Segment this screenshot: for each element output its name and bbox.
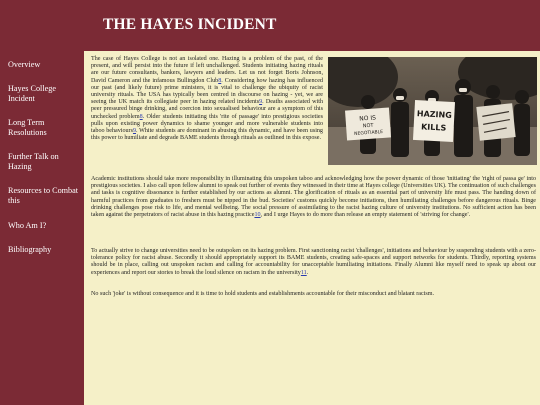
- sidebar-nav: [0, 51, 84, 405]
- svg-text:HAZING: HAZING: [416, 109, 453, 120]
- paragraph-alumni: [91, 176, 536, 219]
- citation-link[interactable]: 9: [259, 99, 263, 106]
- nav-item-further-talk-on-hazing[interactable]: Further Talk on Hazing: [8, 152, 59, 171]
- paragraph-intro-text-a: The case of Hayes College is not an isolated one. Hazing is a problem of the past, of the present, and will persist into the future if left unchallenged. Students initiating hazing rituals are our future consultants, bankers, lawyers and leaders. Let us not forget Boris Johnson, David Cameron and the infamous Bullingdon Club: [91, 56, 323, 84]
- header-bar: [0, 0, 540, 51]
- nav-item-who-am-i[interactable]: Who Am I?: [8, 221, 47, 230]
- paragraph-strive-text-a: To actually strive to change universities need to be outspoken on its hazing problem. First sanctioning racist 'challenges', initiations and behaviour by suspending students with a zero-tolerance policy for racist abuse. Secondly it should appropriately support its BAME students, creating safe-spaces and support networks for students. Thirdly, reporting systems should be in place, calling out unspoken racism and calling for accountability for unacceptable humiliating initiations. Finally Alumni like myself need to speak up about our experiences and report our stories to break the loud silence on racism in the university: [91, 248, 536, 276]
- paragraph-strive-text-b: .: [306, 269, 309, 276]
- protest-photo-illustration: [328, 57, 537, 165]
- nav-item-long-term-resolutions[interactable]: Long Term Resolutions: [8, 118, 47, 137]
- paragraph-intro: [91, 56, 323, 142]
- paragraph-strive-to-change: [91, 248, 536, 277]
- svg-text:KILLS: KILLS: [420, 122, 447, 133]
- paragraph-intro-text-b: . Considering how hazing has influenced our past (and likely future) prime ministers, it is vital to challenge the ubiquity of racist university rituals. The USA has typically been centred in discourse on hazing - yet, we are seeing the UK match its collegiate peer in hazing related incidents: [91, 77, 323, 106]
- paragraph-intro-text-c: . Deaths associated with peer pressured binge drinking, and coercion into sexualised behaviour are a symptom of this unchecked problem: [91, 99, 323, 120]
- protest-photo: [328, 57, 537, 165]
- paragraph-alumni-text-b: , and I urge Hayes to do more than release an empty statement of 'striving for change'.: [260, 212, 471, 219]
- nav-item-bibliography[interactable]: Bibliography: [8, 245, 52, 254]
- nav-item-overview[interactable]: Overview: [8, 60, 41, 69]
- svg-text:NOT: NOT: [362, 122, 374, 130]
- paragraph-alumni-text-a: Academic institutions should take more responsibility in illuminating this unspoken taboo and acknowledging how the power dynamic of those 'initiating' the 'right of passa ge' into prestigious societies. I also call upon fellow alumni to speak out further of events they witnessed in their time at Hayes college (Universities UK). The continuation of such challenges and tasks is cognitive dissonance is further established by our actions as alumni. The glorification of rituals as an essential part of university life must pass. The handing down of harmful practices from graduates to freshers must be nipped in the bud. Societies' customs quickly become initiations, then humiliating challenges before dangerous rituals. Binge drinking challenges pose risk to life, and mental wellbeing. The social pressure of assimilating to the racist hazing culture of university institutions. No sufficient action has been taken against the perpetrators of racist abuse in this hazing practice: [91, 176, 536, 219]
- svg-text:NEGOTIABLE: NEGOTIABLE: [354, 129, 384, 137]
- citation-link[interactable]: 11: [300, 269, 307, 276]
- paragraph-intro-text-d: . Older students initiating this 'rite of passage' into prestigious societies pulls upon existing power dynamics to shame younger and more vulnerable students into taboo behaviours: [91, 113, 323, 135]
- paragraph-conclusion: No such 'joke' is without consequence and it is time to hold students and establishments accountable for their misconduct and blatant racism.: [91, 291, 435, 297]
- page-title: THE HAYES INCIDENT: [103, 16, 277, 33]
- nav-item-hayes-college-incident[interactable]: Hayes College Incident: [8, 84, 56, 103]
- paragraph-intro-text-e: . White students are dominant in abusing this dynamic, and have been using this power to humiliate and degrade BAME students through rituals as outlined in this expose.: [91, 128, 323, 142]
- citation-link[interactable]: 8: [139, 113, 143, 120]
- citation-link[interactable]: 8: [218, 77, 222, 84]
- citation-link[interactable]: 9: [132, 128, 137, 135]
- citation-link[interactable]: 10: [254, 212, 261, 219]
- nav-item-resources-to-combat[interactable]: Resources to Combat this: [8, 186, 79, 205]
- svg-text:NO IS: NO IS: [359, 114, 377, 123]
